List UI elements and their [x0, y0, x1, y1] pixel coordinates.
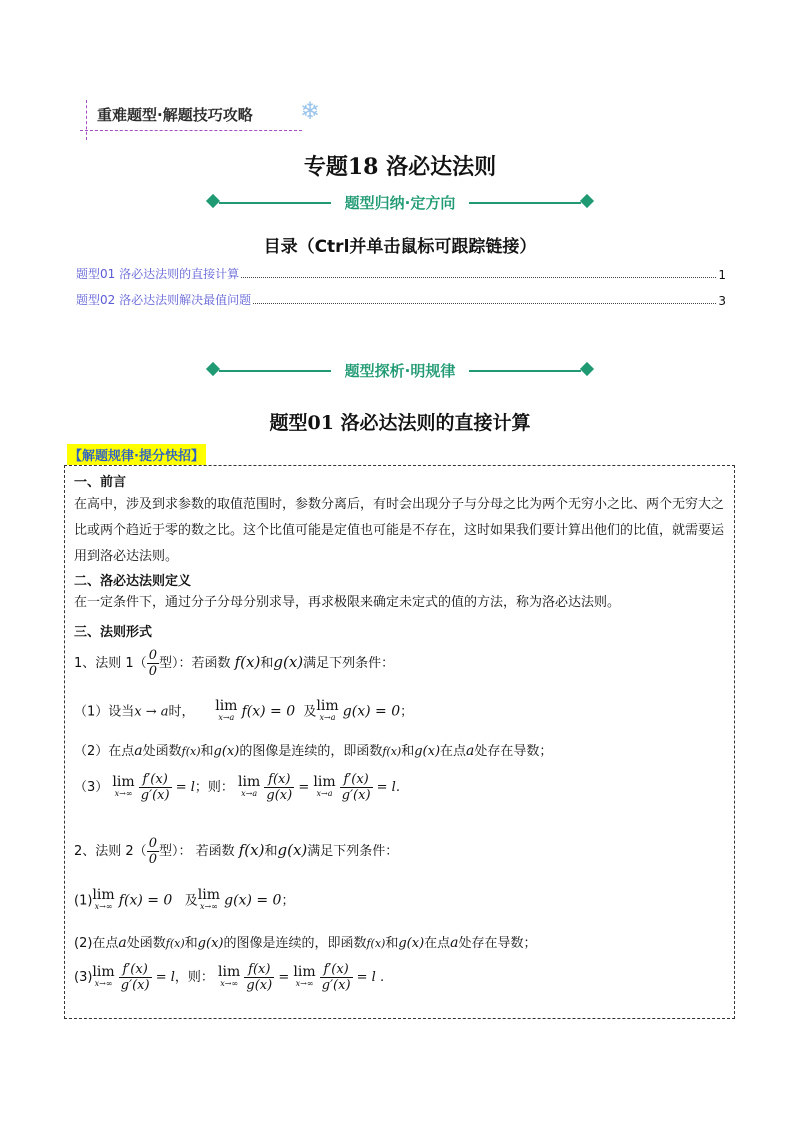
- rule1-intro: 1、法则 1（ $\frac{0}{0}$ 型）：若函数 f(x)和g(x)满足下列条件：: [74, 648, 395, 679]
- rule2-condition-1: (1) lim x→∞ f(x) = 0 及 lim x→∞ g(x) = 0；: [74, 887, 295, 911]
- snowflake-icon: ❄: [300, 97, 321, 125]
- banner-label: 题型归纳·定方向: [344, 194, 456, 212]
- banner-analysis: [205, 360, 595, 382]
- header-decoration-line: [86, 100, 87, 140]
- banner-summary: [205, 192, 595, 214]
- toc-link-2[interactable]: [76, 290, 726, 308]
- paragraph-preface: 在高中，涉及到求参数的取值范围时，参数分离后，有时会出现分子与分母之比为两个无穷小之比、两个无穷大之比或两个趋近于零的数之比。这个比值可能是定值也可能是不存在，这时如果我们要计算出他们的比值，就需要运用到洛必达法则。: [74, 497, 725, 564]
- rule2-condition-3: (3) lim x→∞ $\frac{f'(x)}{g'(x)}$ = l，则： lim x→∞ $\frac{f(x)}{g(x)}$ = lim x→∞ $\frac{f'(x)}{g'(x)}$ = l .: [74, 962, 385, 993]
- rule1-condition-3: （3） lim x→∞ $\frac{f'(x)}{g'(x)}$ = l；则： lim x→a $\frac{f(x)}{g(x)}$ = lim x→a $\frac{f'(x)}{g'(x)}$ = l.: [74, 772, 400, 803]
- rule2-intro: 2、法则 2（ $\frac{0}{0}$ 型）： 若函数 f(x)和g(x)满足下列条件：: [74, 836, 399, 867]
- banner-label: 题型探析·明规律: [344, 362, 456, 380]
- heading-definition: 二、洛必达法则定义: [74, 574, 192, 589]
- page-title: 专题18 洛必达法则: [303, 154, 497, 180]
- toc-page: 3: [718, 294, 726, 308]
- toc-label: 题型01 洛必达法则的直接计算: [76, 267, 240, 281]
- paragraph-definition: 在一定条件下，通过分子分母分别求导，再求极限来确定未定式的值的方法，称为洛必达法则。: [74, 595, 621, 610]
- heading-preface: 一、前言: [74, 475, 127, 490]
- toc-title: 目录（Ctrl并单击鼠标可跟踪链接）: [263, 237, 537, 257]
- tips-tag: 【解题规律·提分快招】: [67, 444, 206, 465]
- header-underline: [80, 130, 302, 131]
- rule1-condition-2: （2）在点a处函数f(x)和g(x)的图像是连续的，即函数f(x)和g(x)在点a处存在导数；: [74, 743, 553, 759]
- rule1-condition-1: （1）设当x → a时， lim x→a f(x) = 0 及 lim x→a g(x) = 0；: [74, 698, 414, 722]
- rule2-condition-2: (2)在点a处函数f(x)和g(x)的图像是连续的，即函数f(x)和g(x)在点a处存在导数；: [74, 935, 537, 951]
- section-title: 题型01 洛必达法则的直接计算: [269, 412, 531, 434]
- toc-page: 1: [718, 268, 726, 282]
- heading-forms: 三、法则形式: [74, 625, 153, 640]
- toc-label: 题型02 洛必达法则解决最值问题: [76, 293, 252, 307]
- toc-link-1[interactable]: [76, 264, 726, 282]
- header-tag: 重难题型·解题技巧攻略: [97, 106, 253, 124]
